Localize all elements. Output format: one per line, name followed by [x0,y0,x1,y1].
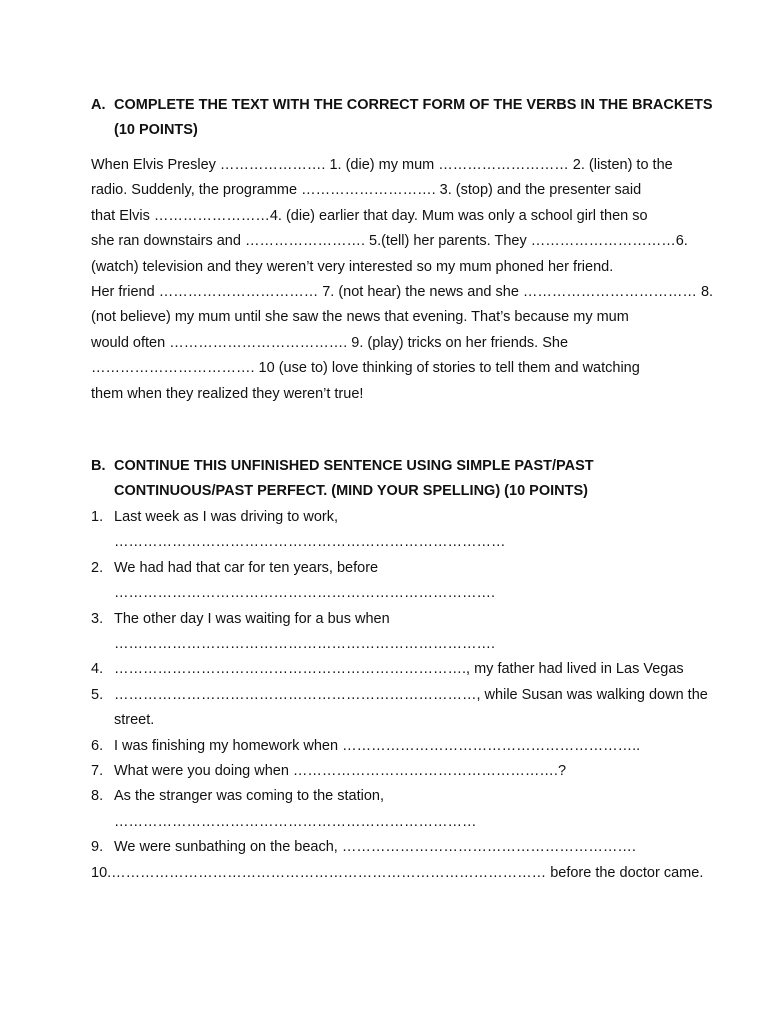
list-item [91,505,731,556]
list-item [91,683,731,708]
item-text: What were you doing when ……………………………………………….? [114,763,567,780]
item-number: 1. [91,509,104,525]
list-item [91,734,731,759]
item-text: The other day I was waiting for a bus when [114,610,390,627]
item-number: 6. [91,737,104,754]
item-text: …………………………………………………………………, while Susan was walking down the [114,686,708,703]
item-continuation: ……………………………………………………………………. [114,585,496,602]
item-text: Last week as I was driving to work, ……………………………………………………………………… [114,509,506,551]
item-number: 4. [91,661,104,678]
item-number: 3. [91,610,104,627]
passage-line: them when they realized they weren’t true! [91,385,364,402]
passage-line: ……………………………. 10 (use to) love thinking of stories to tell them and watching [91,360,640,377]
list-item [91,759,731,784]
section-a-heading [91,93,731,143]
list-item [91,784,731,809]
item-number: 5. [91,686,104,703]
list-item [91,657,731,682]
passage-line: (watch) television and they weren’t very interested so my mum phoned her friend. [91,258,614,275]
item-text: ………………………………………………………………., my father had lived in Las Vegas [114,661,684,678]
list-item [91,861,731,886]
passage-line: would often ………………………………. 9. (play) tricks on her friends. She [91,334,569,351]
section-b-title: CONTINUE THIS UNFINISHED SENTENCE USING SIMPLE PAST/PAST CONTINUOUS/PAST PERFECT. (MIND YOUR SPELLING) (10 POINTS) [114,458,594,499]
item-continuation: ………………………………………………………………… [114,813,477,830]
item-text: We were sunbathing on the beach, ……………………………………………………. [114,839,636,856]
passage-line: she ran downstairs and ……………………. 5.(tell) her parents. They …………………………6. [91,233,688,250]
passage-line: that Elvis ……………………4. (die) earlier that day. Mum was only a school girl then so [91,207,648,224]
section-b-heading [91,454,731,504]
list-item [91,556,731,581]
section-a-letter: A. [91,97,106,113]
item-number: 2. [91,559,104,576]
list-item [91,835,731,860]
item-number: 7. [91,763,104,780]
item-number: 8. [91,788,104,805]
item-number: 10. [91,864,112,881]
passage-line: (not believe) my mum until she saw the news that evening. That’s because my mum [91,309,629,326]
section-a-title: COMPLETE THE TEXT WITH THE CORRECT FORM OF THE VERBS IN THE BRACKETS (10 POINTS) [114,97,713,138]
item-text: ……………………………………………………………………………… before the doctor came. [111,864,704,881]
item-continuation: street. [114,712,155,729]
section-b-letter: B. [91,458,106,474]
item-text: We had had that car for ten years, before [114,559,379,576]
item-text: As the stranger was coming to the station, [114,788,384,805]
item-continuation: ……………………………………………………………………. [114,636,496,653]
item-text: I was finishing my homework when …………………………………………………….. [114,737,641,754]
passage-line: Her friend …………………………… 7. (not hear) the news and she ……………………………… 8. [91,283,714,300]
section-b-list [91,505,731,886]
passage-line: radio. Suddenly, the programme ………………………. 3. (stop) and the presenter said [91,182,642,199]
item-number: 9. [91,839,104,856]
section-a-passage [91,153,714,407]
passage-line: When Elvis Presley …………………. 1. (die) my mum ……………………… 2. (listen) to the [91,157,673,173]
list-item [91,607,731,632]
